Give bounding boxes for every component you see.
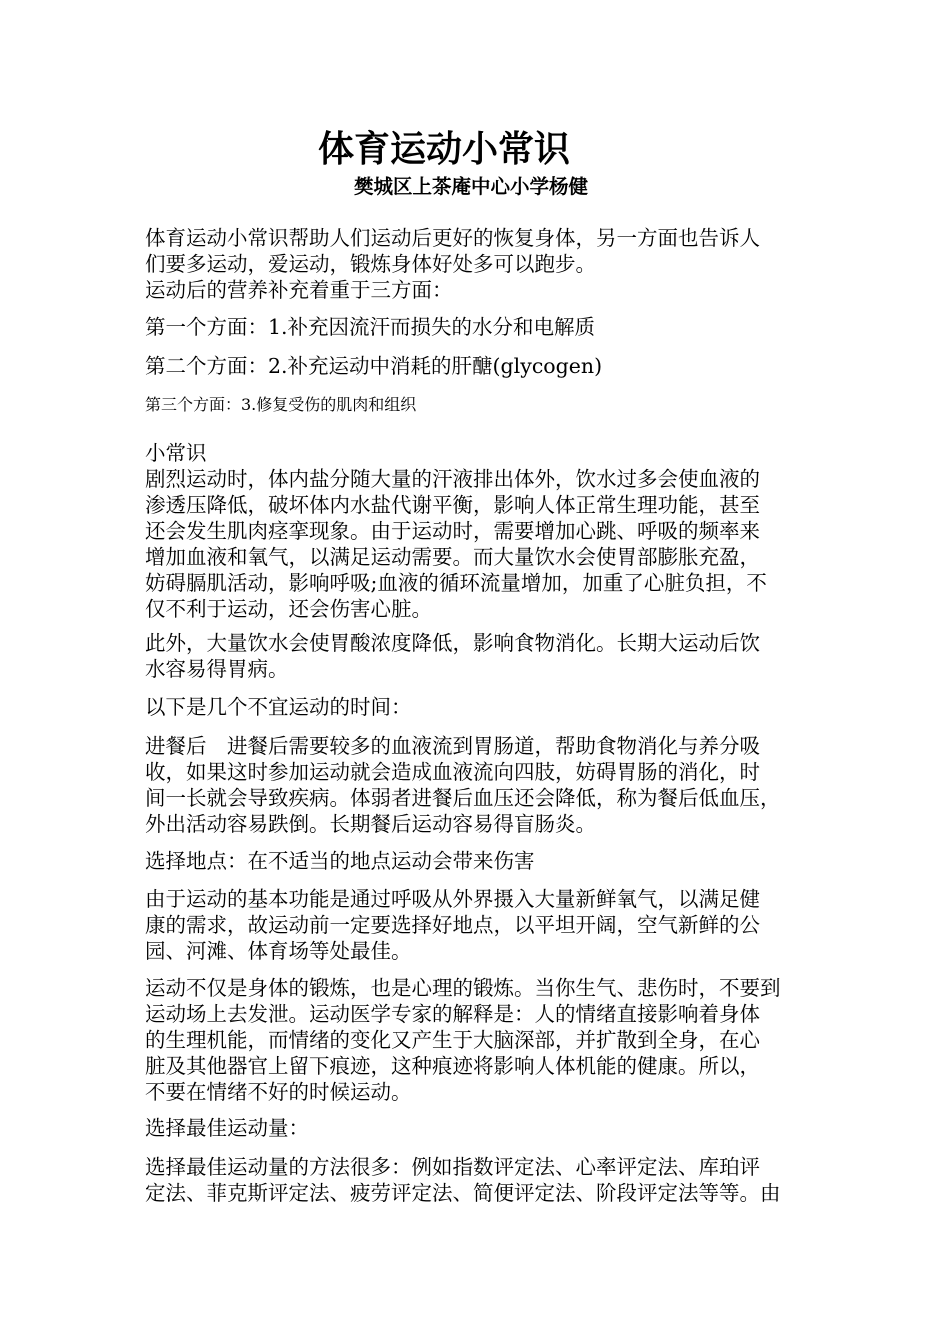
- paragraph-emotion: 运动不仅是身体的锻炼，也是心理的锻炼。当你生气、悲伤时，不要到 运动场上去发泄。运动医学专家的解释是：人的情绪直接影响着身体 的生理机能，而情绪的变化又产生于大脑深部，并扩散到全身，在心 脏及其他器官上留下痕迹，这种痕迹将影响人体机能的健康。所以， 不要在情绪不好的时候运动。: [145, 976, 781, 1104]
- paragraph-after-meal: 进餐后 进餐后需要较多的血液流到胃肠道，帮助食物消化与养分吸 收，如果这时参加运动就会造成血液流向四肢，妨碍胃肠的消化，时 间一长就会导致疾病。体弱者进餐后血压还会降低，称为餐后低血压， 外出活动容易跌倒。长期餐后运动容易得盲肠炎。: [145, 734, 781, 836]
- document-title: 体育运动小常识: [318, 129, 571, 170]
- paragraph-aspect-1: 第一个方面：1.补充因流汗而损失的水分和电解质: [145, 315, 596, 339]
- paragraph-aspect-3: 第三个方面：3.修复受伤的肌肉和组织: [145, 395, 417, 414]
- paragraph-location-heading: 选择地点：在不适当的地点运动会带来伤害: [145, 849, 535, 873]
- paragraph-aspect-2: 第二个方面：2.补充运动中消耗的肝醣(glycogen): [145, 354, 603, 378]
- paragraph-tips: 小常识 剧烈运动时，体内盐分随大量的汗液排出体外，饮水过多会使血液的 渗透压降低，破坏体内水盐代谢平衡，影响人体正常生理功能，甚至 还会发生肌肉痉挛现象。由于运动时，需要增加心跳、呼吸的频率来 增加血液和氧气，以满足运动需要。而大量饮水会使胃部膨胀充盈， 妨碍膈肌活动，影响呼吸;血液的循环流量增加，加重了心脏负担，不 仅不利于运动，还会伤害心脏。: [145, 441, 767, 621]
- paragraph-stomach: 此外，大量饮水会使胃酸浓度降低，影响食物消化。长期大运动后饮 水容易得胃病。: [145, 631, 760, 681]
- paragraph-amount: 选择最佳运动量的方法很多：例如指数评定法、心率评定法、库珀评 定法、菲克斯评定法、疲劳评定法、简便评定法、阶段评定法等等。由: [145, 1155, 781, 1205]
- paragraph-location: 由于运动的基本功能是通过呼吸从外界摄入大量新鲜氧气，以满足健 康的需求，故运动前一定要选择好地点，以平坦开阔，空气新鲜的公 园、河滩、体育场等处最佳。: [145, 887, 760, 963]
- paragraph-times-heading: 以下是几个不宜运动的时间：: [145, 695, 412, 719]
- paragraph-intro: 体育运动小常识帮助人们运动后更好的恢复身体，另一方面也告诉人 们要多运动，爱运动，锻炼身体好处多可以跑步。 运动后的营养补充着重于三方面：: [145, 226, 760, 302]
- paragraph-amount-heading: 选择最佳运动量：: [145, 1116, 309, 1140]
- document-author: 樊城区上茶庵中心小学杨健: [354, 175, 589, 198]
